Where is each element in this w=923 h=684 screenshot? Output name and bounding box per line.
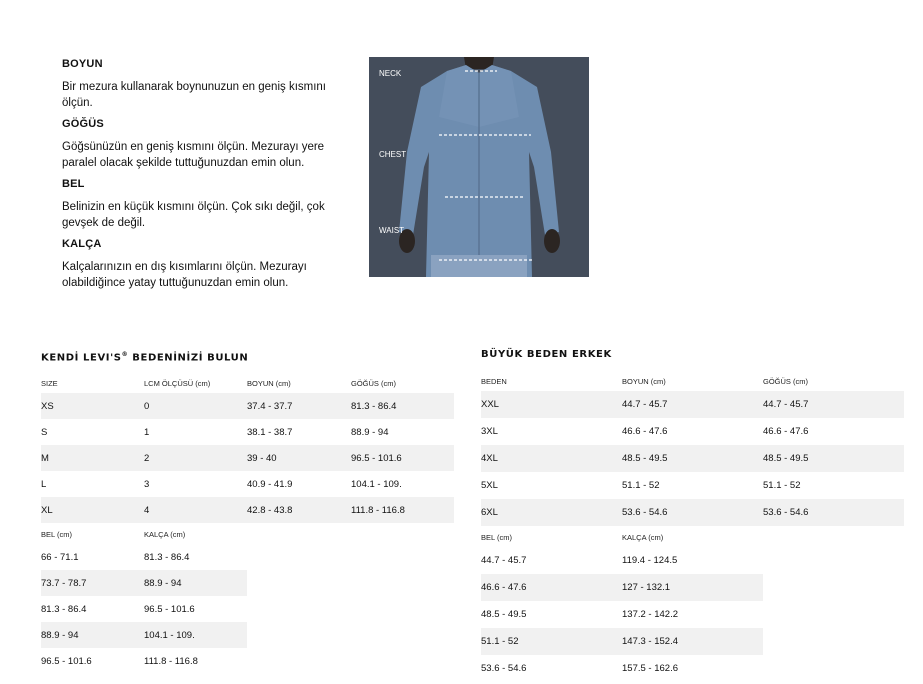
table-row [41, 419, 454, 445]
column-header: BEDEN [481, 376, 507, 386]
table-cell: 81.3 - 86.4 [144, 551, 190, 563]
table-cell: 46.6 - 47.6 [763, 426, 809, 437]
table-header-row [41, 373, 454, 393]
table-cell: 51.1 - 52 [622, 480, 660, 491]
table-cell: 39 - 40 [247, 452, 277, 464]
table-cell: 88.9 - 94 [41, 629, 79, 641]
measurement-photo [369, 57, 589, 277]
levis-size-title-main: KENDİ LEVI'S [41, 352, 122, 364]
table-cell: 73.7 - 78.7 [41, 577, 87, 589]
table-cell: 48.5 - 49.5 [763, 453, 809, 464]
table-cell: 44.7 - 45.7 [763, 399, 809, 410]
column-header: GÖĞÜS (cm) [351, 378, 396, 388]
big-waist-hip-table [481, 527, 763, 682]
table-header-row [41, 524, 247, 544]
table-cell: 46.6 - 47.6 [481, 582, 527, 593]
table-cell: 81.3 - 86.4 [41, 603, 87, 615]
column-header: GÖĞÜS (cm) [763, 376, 808, 386]
table-cell: 0 [144, 400, 150, 412]
table-row [481, 547, 763, 574]
table-cell: 46.6 - 47.6 [622, 426, 668, 437]
table-cell: 53.6 - 54.6 [763, 507, 809, 518]
table-cell: 2 [144, 452, 150, 464]
table-cell: 81.3 - 86.4 [351, 400, 397, 412]
table-row [41, 596, 247, 622]
neck-heading: BOYUN [62, 58, 103, 70]
column-header: BEL (cm) [481, 532, 512, 542]
table-row [481, 655, 763, 682]
levis-size-table [41, 373, 454, 523]
table-row [41, 471, 454, 497]
table-cell: 96.5 - 101.6 [351, 452, 402, 464]
waist-instruction: Belinizin en küçük kısmını ölçün. Çok sıkı değil, çok gevşek de değil. [62, 201, 325, 229]
table-cell: XXL [481, 399, 499, 410]
table-cell: 53.6 - 54.6 [622, 507, 668, 518]
table-cell: S [41, 426, 48, 438]
table-cell: 44.7 - 45.7 [481, 555, 527, 566]
table-cell: 111.8 - 116.8 [351, 504, 405, 516]
table-row [481, 418, 904, 445]
table-cell: 51.1 - 52 [763, 480, 801, 491]
table-cell: 44.7 - 45.7 [622, 399, 668, 410]
table-cell: 111.8 - 116.8 [144, 655, 198, 667]
table-row [481, 628, 763, 655]
table-header-row [481, 527, 763, 547]
table-cell: 157.5 - 162.6 [622, 663, 678, 674]
table-cell: 48.5 - 49.5 [481, 609, 527, 620]
neck-instruction: Bir mezura kullanarak boynunuzun en geniş kısmını ölçün. [62, 81, 327, 109]
table-cell: XL [41, 504, 53, 516]
table-cell: 147.3 - 152.4 [622, 636, 678, 647]
levis-waist-hip-table [41, 524, 247, 674]
table-cell: 66 - 71.1 [41, 551, 79, 563]
table-row [41, 497, 454, 523]
table-cell: 88.9 - 94 [144, 577, 182, 589]
table-cell: 37.4 - 37.7 [247, 400, 293, 412]
column-header: KALÇA (cm) [144, 529, 186, 539]
table-cell: M [41, 452, 49, 464]
table-cell: 137.2 - 142.2 [622, 609, 678, 620]
column-header: KALÇA (cm) [622, 532, 664, 542]
big-size-table [481, 371, 904, 526]
table-cell: 127 - 132.1 [622, 582, 671, 593]
table-cell: 104.1 - 109. [351, 478, 402, 490]
table-row [41, 622, 247, 648]
chest-label: CHEST [379, 150, 407, 159]
neck-label: NECK [379, 69, 402, 78]
column-header: SIZE [41, 378, 58, 388]
table-cell: 40.9 - 41.9 [247, 478, 293, 490]
table-row [481, 445, 904, 472]
shirt-illustration [369, 57, 589, 277]
table-row [481, 574, 763, 601]
levis-size-title-rest: BEDENİNİZİ BULUN [128, 352, 249, 364]
column-header: BOYUN (cm) [247, 378, 291, 388]
big-size-title: BÜYÜK BEDEN ERKEK [481, 349, 612, 360]
table-cell: 6XL [481, 507, 498, 518]
hip-instruction: Kalçalarınızın en dış kısımlarını ölçün. Mezurayı olabildiğince yatay tuttuğunuzdan emin olun. [62, 261, 307, 289]
registered-mark: ® [121, 351, 129, 358]
hip-heading: KALÇA [62, 238, 102, 250]
table-cell: 53.6 - 54.6 [481, 663, 527, 674]
table-cell: 88.9 - 94 [351, 426, 389, 438]
table-row [481, 601, 763, 628]
table-cell: 96.5 - 101.6 [144, 603, 195, 615]
waist-label: WAIST [379, 226, 405, 235]
table-row [481, 499, 904, 526]
table-cell: 42.8 - 43.8 [247, 504, 293, 516]
table-row [41, 570, 247, 596]
table-cell: 119.4 - 124.5 [622, 555, 678, 566]
measurement-instructions [62, 58, 332, 298]
table-cell: 38.1 - 38.7 [247, 426, 293, 438]
table-row [41, 648, 247, 674]
column-header: LCM ÖLÇÜSÜ (cm) [144, 378, 211, 388]
levis-size-title [41, 351, 248, 363]
table-cell: 3XL [481, 426, 498, 437]
table-row [481, 472, 904, 499]
table-cell: L [41, 478, 47, 490]
table-row [41, 393, 454, 419]
table-cell: 104.1 - 109. [144, 629, 195, 641]
table-row [41, 445, 454, 471]
table-header-row [481, 371, 904, 391]
table-row [41, 544, 247, 570]
column-header: BEL (cm) [41, 529, 72, 539]
table-cell: 1 [144, 426, 150, 438]
table-cell: 48.5 - 49.5 [622, 453, 668, 464]
table-cell: XS [41, 400, 54, 412]
table-cell: 51.1 - 52 [481, 636, 519, 647]
column-header: BOYUN (cm) [622, 376, 666, 386]
table-cell: 5XL [481, 480, 498, 491]
waist-heading: BEL [62, 178, 85, 190]
chest-instruction: Göğsünüzün en geniş kısmını ölçün. Mezurayı yere paralel olacak şekilde tuttuğunuzdan emin olun. [62, 141, 325, 169]
table-cell: 4 [144, 504, 150, 516]
table-cell: 3 [144, 478, 150, 490]
table-row [481, 391, 904, 418]
chest-heading: GÖĞÜS [62, 118, 104, 130]
table-cell: 96.5 - 101.6 [41, 655, 92, 667]
table-cell: 4XL [481, 453, 498, 464]
